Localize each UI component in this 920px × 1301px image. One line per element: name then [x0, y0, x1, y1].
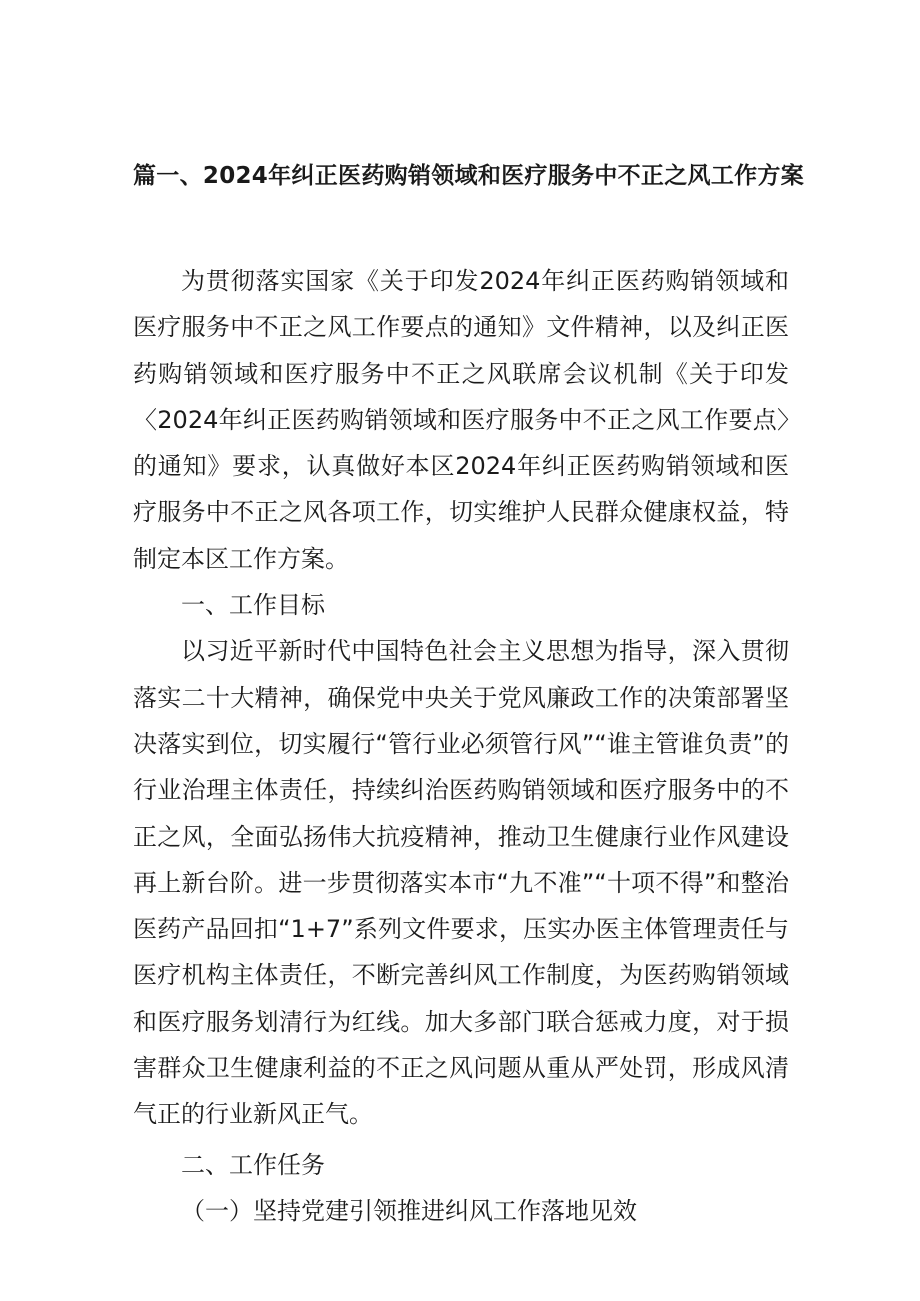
- goals-paragraph: 以习近平新时代中国特色社会主义思想为指导，深入贯彻落实二十大精神，确保党中央关于党风廉政工作的决策部署坚决落实到位，切实履行“管行业必须管行风”“谁主管谁负责”的行业治理主体责任，持续纠治医药购销领域和医疗服务中的不正之风，全面弘扬伟大抗疫精神，推动卫生健康行业作风建设再上新台阶。进一步贯彻落实本市“九不准”“十项不得”和整治医药产品回扣“1+7”系列文件要求，压实办医主体管理责任与医疗机构主体责任，不断完善纠风工作制度，为医药购销领域和医疗服务划清行为红线。加大多部门联合惩戒力度，对于损害群众卫生健康利益的不正之风问题从重从严处罚，形成风清气正的行业新风正气。: [133, 637, 789, 1129]
- document-body: [133, 258, 789, 1234]
- document-title: 篇一、2024年纠正医药购销领域和医疗服务中不正之风工作方案: [133, 163, 805, 189]
- subsection-heading-party-building: （一）坚持党建引领推进纠风工作落地见效: [181, 1196, 637, 1225]
- intro-paragraph: 为贯彻落实国家《关于印发2024年纠正医药购销领域和医疗服务中不正之风工作要点的通知》文件精神，以及纠正医药购销领域和医疗服务中不正之风联席会议机制《关于印发〈2024年纠正医药购销领域和医疗服务中不正之风工作要点〉的通知》要求，认真做好本区2024年纠正医药购销领域和医疗服务中不正之风各项工作，切实维护人民群众健康权益，特制定本区工作方案。: [133, 267, 789, 573]
- section-heading-tasks: 二、工作任务: [181, 1150, 325, 1179]
- section-heading-goals: 一、工作目标: [181, 591, 325, 620]
